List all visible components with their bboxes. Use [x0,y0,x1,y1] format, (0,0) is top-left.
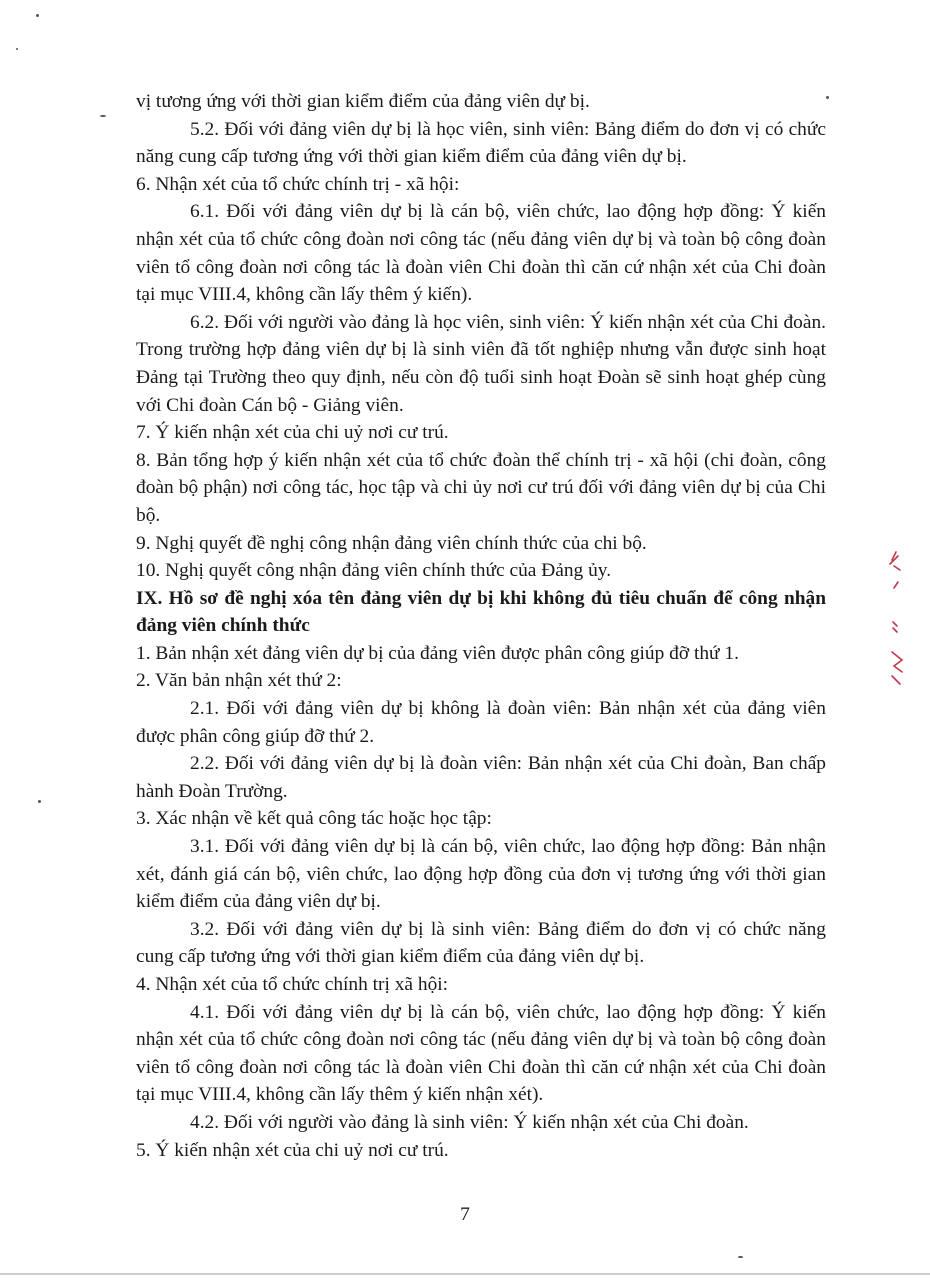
red-handwritten-mark [868,548,912,698]
scan-edge-line [0,1273,930,1275]
scan-speck [100,115,106,117]
paragraph-5-2: 5.2. Đối với đảng viên dự bị là học viên, sinh viên: Bảng điểm do đơn vị có chức năng cung cấp tương ứng với thời gian kiểm điểm của đảng viên dự bị. [136,118,826,168]
paragraph-ix-5: 5. Ý kiến nhận xét của chi uỷ nơi cư trú. [136,1139,449,1161]
paragraph-ix-4-1: 4.1. Đối với đảng viên dự bị là cán bộ, viên chức, lao động hợp đồng: Ý kiến nhận xét của tổ chức công đoàn nơi công tác (nếu đảng viên dự bị và toàn bộ công đoàn viên tổ công đoàn nơi công tác là đoàn viên Chi đoàn thì căn cứ nhận xét của Chi đoàn tại mục VIII.4, không cần lấy thêm ý kiến nhận xét). [136,1001,826,1106]
paragraph-ix-3-2: 3.2. Đối với đảng viên dự bị là sinh viên: Bảng điểm do đơn vị có chức năng cung cấp tương ứng với thời gian kiểm điểm của đảng viên dự bị. [136,918,826,968]
paragraph-10: 10. Nghị quyết công nhận đảng viên chính thức của Đảng ủy. [136,560,612,582]
paragraph-ix-4: 4. Nhận xét của tổ chức chính trị xã hội: [136,974,449,995]
section-heading-ix: IX. Hồ sơ đề nghị xóa tên đảng viên dự bị khi không đủ tiêu chuẩn để công nhận đảng viên chính thức [136,587,826,637]
paragraph-6: 6. Nhận xét của tổ chức chính trị - xã hội: [136,173,460,195]
paragraph-7: 7. Ý kiến nhận xét của chi uỷ nơi cư trú. [136,422,449,444]
paragraph-ix-3-1: 3.1. Đối với đảng viên dự bị là cán bộ, viên chức, lao động hợp đồng: Bản nhận xét, đánh giá cán bộ, viên chức, lao động hợp đồng của đơn vị tương ứng với thời gian kiểm điểm của đảng viên dự bị. [136,836,826,913]
paragraph-continuation: vị tương ứng với thời gian kiểm điểm của đảng viên dự bị. [136,91,590,112]
paragraph-ix-3: 3. Xác nhận về kết quả công tác hoặc học tập: [136,808,492,830]
paragraph-ix-1: 1. Bản nhận xét đảng viên dự bị của đảng viên được phân công giúp đỡ thứ 1. [136,642,739,664]
paragraph-ix-2-2: 2.2. Đối với đảng viên dự bị là đoàn viên: Bản nhận xét của Chi đoàn, Ban chấp hành Đoàn Trường. [136,753,826,802]
scan-speck [738,1256,743,1258]
paragraph-ix-2: 2. Văn bản nhận xét thứ 2: [136,670,342,692]
paragraph-8: 8. Bản tổng hợp ý kiến nhận xét của tổ chức đoàn thể chính trị - xã hội (chi đoàn, công đoàn bộ phận) nơi công tác, học tập và chi ủy nơi cư trú đối với đảng viên dự bị của Chi bộ. [136,449,826,526]
scan-speck [16,48,18,50]
paragraph-9: 9. Nghị quyết đề nghị công nhận đảng viên chính thức của chi bộ. [136,532,647,554]
document-body [136,88,826,1164]
scan-speck [36,14,39,17]
scan-speck [826,96,829,99]
paragraph-ix-2-1: 2.1. Đối với đảng viên dự bị không là đoàn viên: Bản nhận xét của đảng viên được phân công giúp đỡ thứ 2. [136,698,826,747]
paragraph-ix-4-2: 4.2. Đối với người vào đảng là sinh viên: Ý kiến nhận xét của Chi đoàn. [190,1111,749,1133]
scan-speck [38,800,41,803]
page-number: 7 [460,1204,470,1225]
paragraph-6-2: 6.2. Đối với người vào đảng là học viên, sinh viên: Ý kiến nhận xét của Chi đoàn. Trong trường hợp đảng viên dự bị là sinh viên đã tốt nghiệp nhưng vẫn được sinh hoạt Đảng tại Trường theo quy định, nếu còn độ tuổi sinh hoạt Đoàn sẽ sinh hoạt ghép cùng với Chi đoàn Cán bộ - Giảng viên. [136,311,826,416]
paragraph-6-1: 6.1. Đối với đảng viên dự bị là cán bộ, viên chức, lao động hợp đồng: Ý kiến nhận xét của tổ chức công đoàn nơi công tác (nếu đảng viên dự bị và toàn bộ công đoàn viên tổ công đoàn nơi công tác là đoàn viên Chi đoàn thì căn cứ nhận xét của Chi đoàn tại mục VIII.4, không cần lấy thêm ý kiến). [136,201,826,306]
